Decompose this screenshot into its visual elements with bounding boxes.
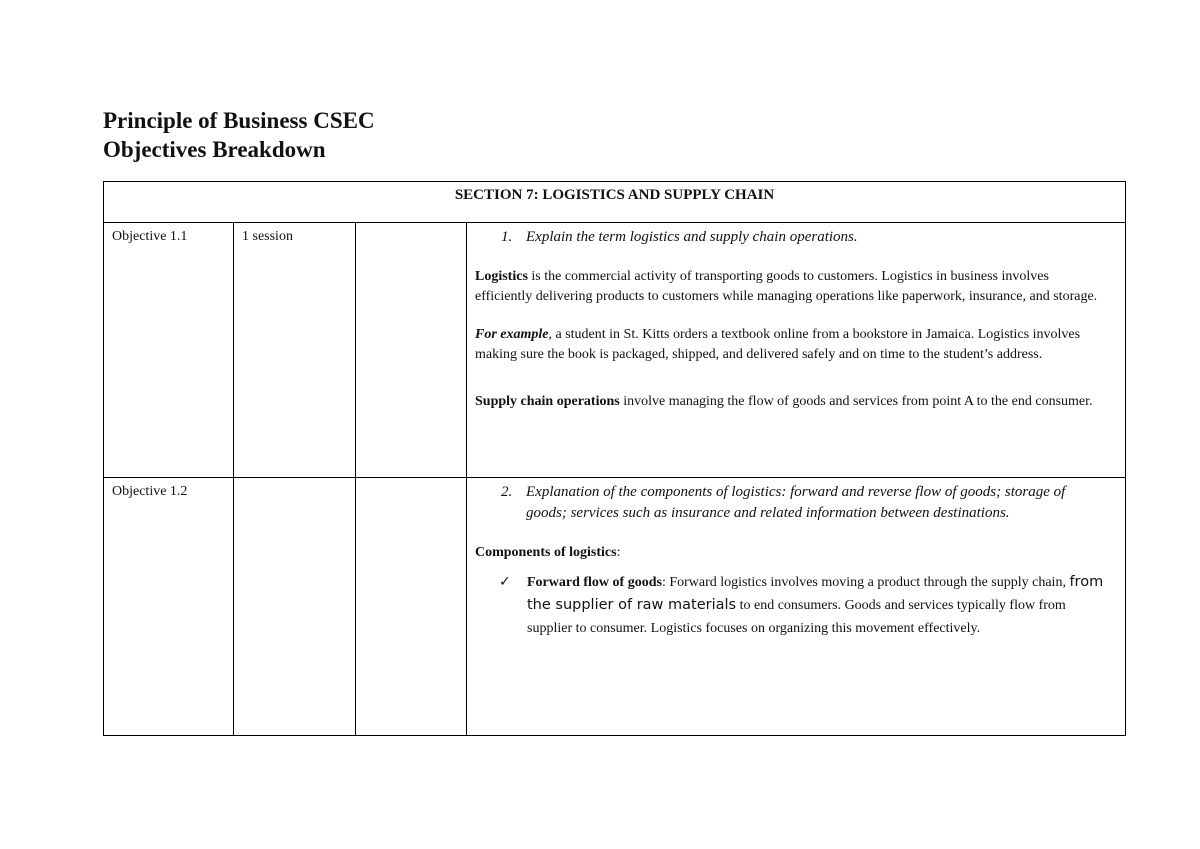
empty-cell [356,223,467,478]
objectives-table [103,181,1126,736]
checkmark-icon: ✓ [499,573,511,590]
duration-cell: 1 session [234,223,356,478]
forward-flow-text-c: to end consumers. Goods and services typically flow from supplier to consumer. Logistics focuses on organizing this movement effectively. [527,597,1066,636]
supply-chain-definition: involve managing the flow of goods and services from point A to the end consumer. [619,394,1093,409]
forward-flow-label: Forward flow of goods [527,574,662,590]
item-number: 2. [501,484,513,500]
example-label: For example [475,327,549,342]
content-cell [467,478,1126,736]
duration-cell [234,478,356,736]
section-header-row [104,182,1126,223]
content-cell [467,223,1126,478]
empty-cell [356,478,467,736]
numbered-item [475,482,1109,524]
example-text: , a student in St. Kitts orders a textbook online from a bookstore in Jamaica. Logistics involves making sure the book is packaged, shipped, and delivered safely and on time to the student’s address. [475,327,1081,362]
components-label: Components of logistics [475,545,617,560]
objective-cell: Objective 1.1 [104,223,234,478]
item-text: Explain the term logistics and supply chain operations. [526,229,858,245]
logistics-definition: is the commercial activity of transporting goods to customers. Logistics in business involves efficiently delivering products to customers while managing operations like paperwork, insurance, and storage. [475,269,1098,304]
components-heading [475,543,1109,563]
checklist-text [527,571,1109,640]
section-title: SECTION 7: LOGISTICS AND SUPPLY CHAIN [104,182,1126,223]
logistics-term: Logistics [475,269,528,284]
supply-chain-paragraph [475,392,1109,412]
item-number: 1. [501,229,513,245]
forward-flow-text-b: from the supplier of raw materials [527,573,1104,613]
numbered-item [475,227,1109,248]
title-line-1: Principle of Business CSEC [103,108,375,133]
example-paragraph [475,325,1109,364]
forward-flow-text-a: : Forward logistics involves moving a product through the supply chain, [661,574,1070,590]
table-row [104,223,1126,478]
item-text: Explanation of the components of logistics: forward and reverse flow of goods; storage of goods; services such as insurance and related information between destinations. [526,484,1066,521]
supply-chain-term: Supply chain operations [475,394,620,409]
objective-cell: Objective 1.2 [104,478,234,736]
components-colon: : [616,545,621,560]
checklist-item [475,571,1109,640]
table-row [104,478,1126,736]
logistics-paragraph [475,267,1109,306]
document-heading [103,106,375,164]
title-line-2: Objectives Breakdown [103,137,326,162]
